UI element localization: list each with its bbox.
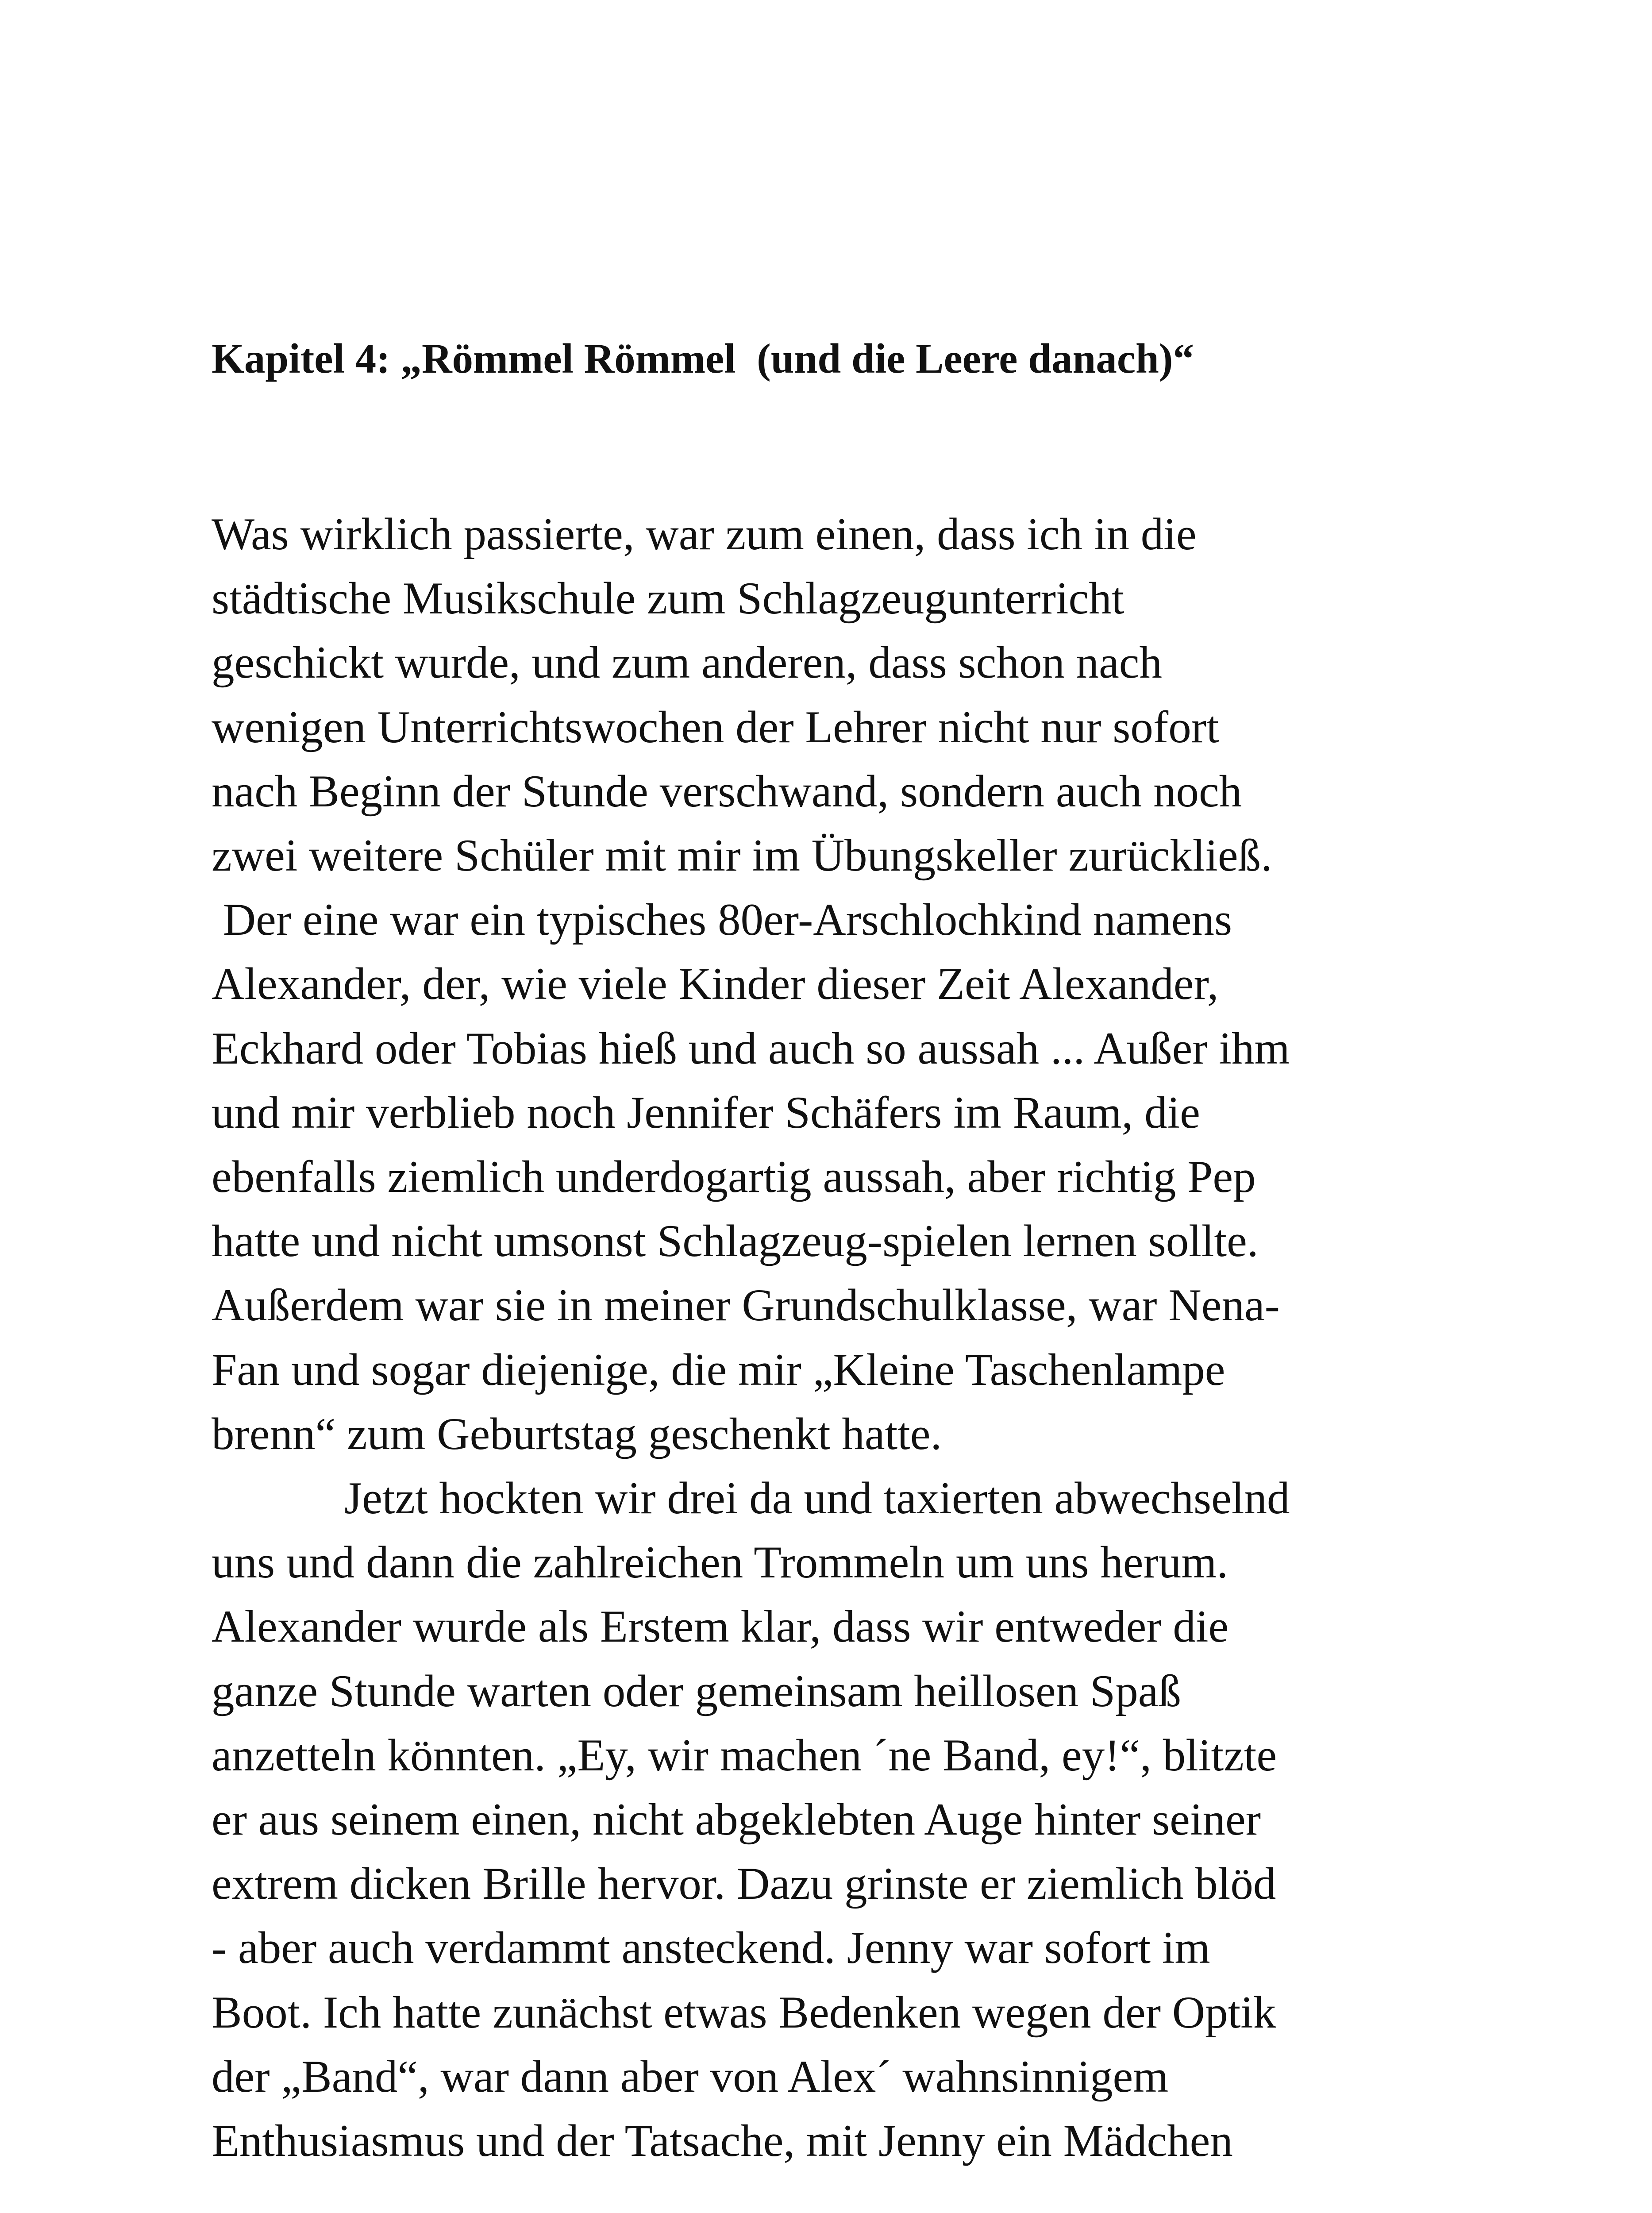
text-line: geschickt wurde, und zum anderen, dass schon nach: [212, 637, 1163, 688]
text-line: Alexander wurde als Erstem klar, dass wir entweder die: [212, 1601, 1229, 1652]
text-line: Enthusiasmus und der Tatsache, mit Jenny ein Mädchen: [212, 2116, 1233, 2166]
text-line: Jetzt hockten wir drei da und taxierten abwechselnd: [344, 1473, 1290, 1523]
text-line: Was wirklich passierte, war zum einen, dass ich in die: [212, 509, 1197, 559]
text-line: hatte und nicht umsonst Schlagzeug-spielen lernen sollte.: [212, 1216, 1259, 1266]
text-line: er aus seinem einen, nicht abgeklebten Auge hinter seiner: [212, 1794, 1261, 1845]
text-line: wenigen Unterrichtswochen der Lehrer nicht nur sofort: [212, 702, 1219, 752]
text-line: - aber auch verdammt ansteckend. Jenny war sofort im: [212, 1923, 1210, 1973]
text-line: extrem dicken Brille hervor. Dazu grinste er ziemlich blöd: [212, 1858, 1276, 1909]
text-line: uns und dann die zahlreichen Trommeln um uns herum.: [212, 1537, 1228, 1588]
text-line: Alexander, der, wie viele Kinder dieser Zeit Alexander,: [212, 959, 1219, 1009]
text-line: nach Beginn der Stunde verschwand, sondern auch noch: [212, 766, 1242, 817]
text-line: Fan und sogar diejenige, die mir „Kleine Taschenlampe: [212, 1345, 1225, 1395]
text-line: zwei weitere Schüler mit mir im Übungskeller zurückließ.: [212, 830, 1272, 881]
text-line: Boot. Ich hatte zunächst etwas Bedenken wegen der Optik: [212, 1987, 1276, 2038]
text-line: Eckhard oder Tobias hieß und auch so aussah ... Außer ihm: [212, 1023, 1290, 1074]
text-line: ganze Stunde warten oder gemeinsam heillosen Spaß: [212, 1666, 1181, 1716]
text-line: städtische Musikschule zum Schlagzeugunterricht: [212, 573, 1124, 624]
text-line: Der eine war ein typisches 80er-Arschlochkind namens: [212, 894, 1232, 945]
text-line: der „Band“, war dann aber von Alex´ wahnsinnigem: [212, 2051, 1169, 2102]
text-line: Außerdem war sie in meiner Grundschulklasse, war Nena-: [212, 1280, 1280, 1330]
text-line: brenn“ zum Geburtstag geschenkt hatte.: [212, 1409, 942, 1459]
text-line: anzetteln könnten. „Ey, wir machen ´ne Band, ey!“, blitzte: [212, 1730, 1277, 1781]
text-line: ebenfalls ziemlich underdogartig aussah, aber richtig Pep: [212, 1152, 1256, 1202]
chapter-title: Kapitel 4: „Römmel Römmel (und die Leere danach)“: [212, 335, 1194, 382]
text-line: und mir verblieb noch Jennifer Schäfers im Raum, die: [212, 1087, 1200, 1138]
